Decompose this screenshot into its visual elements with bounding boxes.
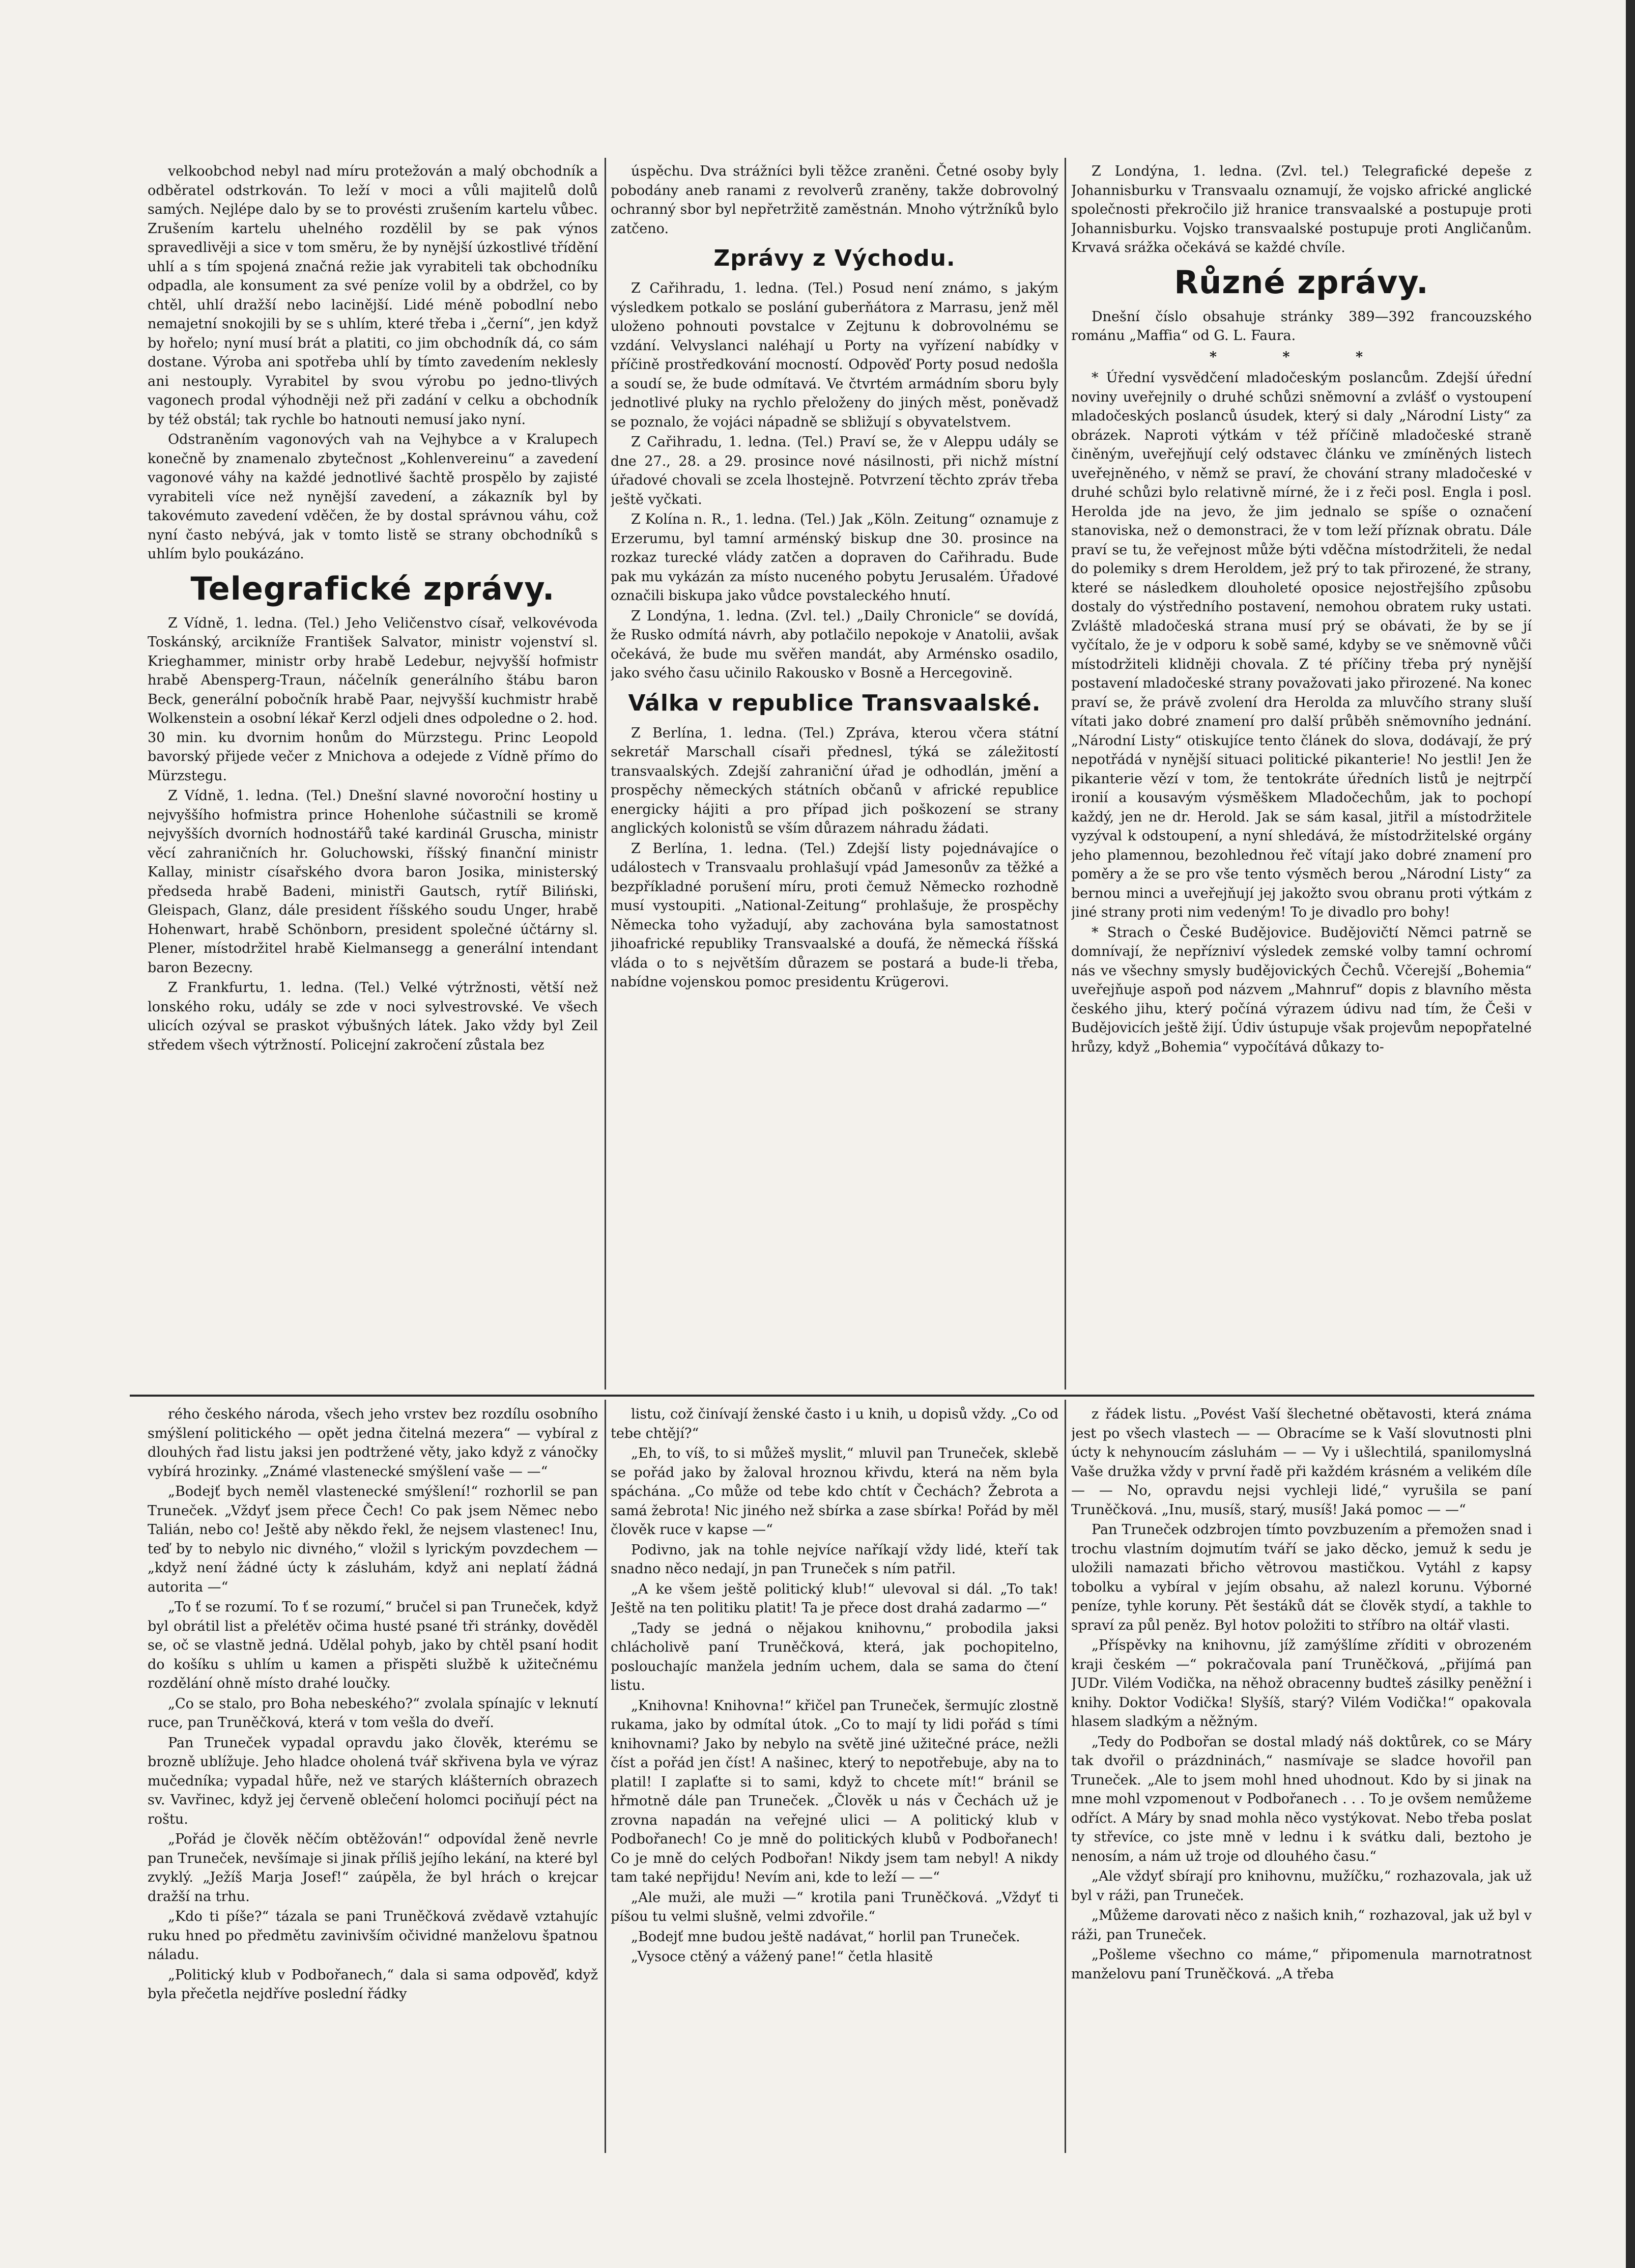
feuilleton-divider <box>130 1395 1534 1397</box>
story-paragraph: „Tedy do Podbořan se dostal mladý náš doktůrek, co se Máry tak dvořil o prázdninách,“ nasmívaje se sladce hovořil pan Truneček. „Ale to jsem mohl hned uhodnout. Kdo by si jinak na mne mohl vzpomenout v Podbořanech . . . To je ovšem nemůžeme odříct. A Máry by snad mohla něco vystýkovat. Nebo třeba poslat ty střevíce, co jste mně v lednu i k svátku dali, beztoho je nenosím, a nám už troje od dlouhého času.“ <box>1071 1734 1532 1864</box>
story-paragraph: „Ale muži, ale muži —“ krotila pani Truněčková. „Vždyť ti píšou tu velmi slušně, velmi zdvořile.“ <box>611 1889 1058 1924</box>
story-paragraph: „Ale vždyť sbírají pro knihovnu, mužíčku,“ rozhazovala, jak už byl v ráži, pan Truneček. <box>1071 1868 1532 1904</box>
east-item: Z Cařihradu, 1. ledna. (Tel.) Praví se, že v Aleppu udály se dne 27., 28. a 29. prosince nové násilnosti, při nichž místní úřadové chovali se zcela lhostejně. Potvrzení těchto zpráv třeba ještě vyčkati. <box>611 434 1058 507</box>
scan-edge <box>1626 0 1635 2268</box>
section-heading-transvaal: Válka v republice Transvaalské. <box>628 690 1041 716</box>
story-paragraph: Pan Truneček vypadal opravdu jako člověk, kterému se brozně ublížuje. Jeho hladce oholená tvář skřivena byla ve výraz mučedníka; vypadal hůře, než ve starých klášterních obrazech sv. Vavřinec, když jej červeně oblečení holomci pociňují péct na roštu. <box>148 1735 598 1827</box>
asterism: * * * <box>1209 349 1394 365</box>
east-item: Z Cařihradu, 1. ledna. (Tel.) Posud není známo, s jakým výsledkem potkalo se poslání guberňátora z Marrasu, jenž měl uloženo pohnouti povstalce v Zejtunu k dobrovolnému se vzdání. Velvyslanci naléhají u Porty na vyřízení nabídky v příčině prostředkování mocností. Odpověď Porty posud nedošla a soudí se, že bude odmítavá. Ve čtvrtém armádním sboru byly jednotlivé pluky na rychlo přeloženy do jiných měst, poněvadž se poznalo, že vojáci nápadně se sbližují s obyvatelstvem. <box>611 280 1058 430</box>
east-item: Z Londýna, 1. ledna. (Zvl. tel.) „Daily Chronicle“ se dovídá, že Rusko odmítá návrh, aby potlačilo nepokoje v Anatolii, avšak očekává, že bude mu svěřen mandát, aby Arménsko osadilo, jako svého času učinilo Rakousko v Bosně a Hercegovině. <box>611 608 1058 681</box>
story-paragraph: „Vysoce ctěný a vážený pane!“ četla hlasitě <box>631 1949 933 1965</box>
section-heading-east: Zprávy z Východu. <box>713 245 956 271</box>
story-paragraph: „Tady se jedná o nějakou knihovnu,“ probodila jaksi chlácholivě paní Truněčková, která, jak pochopitelno, poslouchajíc manžela jedním uchem, dala se sama do čtení listu. <box>611 1620 1058 1693</box>
story-paragraph: z řádek listu. „Povést Vaší šlechetné obětavosti, která známa jest po všech vlastech — — Obracíme se k Vaší slovutnosti plni úcty k nehynoucím zásluhám — — Vy i ušlechtilá, spanilomyslná Vaše družka vždy v první řadě při každém krásném a velikém díle — — No, opravdu nejsi vychleji lidé,“ vyrušila se paní Truněčková. „Inu, musíš, starý, musíš! Jaká pomoc — —“ <box>1071 1406 1532 1518</box>
bottom-column-3 <box>1071 1405 1532 2153</box>
column-divider <box>605 158 606 1390</box>
article-paragraph: úspěchu. Dva strážníci byli těžce zraněni. Četné osoby byly pobodány aneb ranami z revolverů zraněny, takže dobrovolný ochranný sbor byl nepřetržitě zaměstnán. Mnoho výtržníků bylo zatčeno. <box>611 163 1058 237</box>
article-paragraph: Z Londýna, 1. ledna. (Zvl. tel.) Telegrafické depeše z Johannisburku v Transvaalu oznamují, že vojsko africké anglické společnosti překročilo již hranice transvaalské a postupuje proti Johannisburku. Vojsko transvaalské postupuje proti Angličanům. Krvavá srážka očekává se každé chvíle. <box>1071 163 1532 256</box>
bottom-column-1 <box>148 1405 598 2153</box>
misc-item: * Strach o České Budějovice. Budějovičtí Němci patrně se domnívají, že nepřízniví výsledek zemské volby tamní ochromí nás ve všechny smysly budějovických Čechů. Včerejší „Bohemia“ uveřejňuje aspoň pod názvem „Mahnruf“ dopis z blavního města českého jihu, který počíná výrazem údivu nad tím, že Češi v Budějovicích ještě žijí. Údiv ústupuje však projevům nepopřatelné hrůzy, když „Bohemia“ vypočítává důkazy to- <box>1071 924 1532 1055</box>
story-paragraph: „Pořád je člověk něčím obtěžován!“ odpovídal ženě nevrle pan Truneček, nevšímaje si jinak příliš jejího lekání, na které byl zvyklý. „Ježíš Marja Josef!“ zaúpěla, že byl hrách o krejcar dražší na trhu. <box>148 1831 598 1905</box>
story-paragraph: „Politický klub v Podbořanech,“ dala si sama odpověď, když byla přečetla nejdříve poslední řádky <box>148 1967 598 2002</box>
story-paragraph: „Pošleme všechno co máme,“ připomenula marnotratnost manželovu paní Truněčková. „A třeba <box>1071 1947 1532 1982</box>
east-item: Z Kolína n. R., 1. ledna. (Tel.) Jak „Köln. Zeitung“ oznamuje z Erzerumu, byl tamní arménský biskup dne 30. prosince na rozkaz turecké vlády zatčen a dopraven do Cařihradu. Bude pak mu vykázán za místo nuceného pobytu Jerusalém. Úřadové označili biskupa jako vůdce povstaleckého hnutí. <box>611 512 1058 604</box>
article-paragraph: Odstraněním vagonových vah na Vejhybce a v Kralupech konečně by znamenalo zbytečnost „Kohlenvereinu“ a zavedení vagonové váhy na každé jednotlivé šachtě prospělo by zajisté vyrabiteli více než nynější zavedení, a zákazník byl by takovémuto zavedení vděčen, že by dostal správnou váhu, což nyní často nebývá, jak v tomto listě se strany obchodníků s uhlím bylo poukázáno. <box>148 432 598 562</box>
misc-item: * Úřední vysvědčení mladočeským poslancům. Zdejší úřední noviny uveřejnily o druhé schůzi sněmovní a zvlášť o vystoupení mladočeských poslanců úsudek, který si daly „Národní Listy“ za obrázek. Naproti výtkám v též příčině mladočeské straně činěným, uveřejňují celý odstavec článku ve zmíněných listech uveřejněného, v němž se praví, že chování strany mladočeské v druhé schůzi bylo relativně mírné, že i z řeči posl. Engla i posl. Herolda jde na jevo, že jim jednalo se spíše o označení stanoviska, než o demonstraci, že v tom leží příznak obratu. Dále praví se tu, že veřejnost může býti vděčna místodržiteli, že nedal do polemiky s drem Heroldem, jež prý to tak přirozené, že strany, které se následkem dlouholeté oposice nejostřejšího způsobu dostaly do výstředního postavení, nemohou obratem ruky ustati. Zvláště mladočeská strana musí prý se obávati, že by se jí vyčítalo, že je v odporu k sobě samé, kdyby se ve sněmovně vůči místodržiteli klidněji chovala. Z té příčiny třeba prý nynější postavení mladočeské strany považovati jako přirozené. Na konec praví se, že právě zvolení dra Herolda za mluvčího strany sluší vítati jako dobré znamení pro další průběh sněmovního jednání. „Národní Listy“ otiskujíce tento článek do slova, dodávají, že prý nepotřádá v nynější situaci politické pikanterie! No jestli! Jen že pikanterie vězí v tom, že tentokráte úředních listů je nejtrpčí ironií a kousavým výsměškem Mladočechům, jak to pochopí každý, jen ne dr. Herold. Jak se sám kasal, jitřil a místodržitele vyzýval k odstoupení, a nyní shledává, že místodržitelské orgány jeho plamennou, bezohlednou řeč vítají jako dobré znamení pro poměry a že se pro vše tento výsměch berou „Národní Listy“ za bernou minci a uveřejňují jej jakožto svou obranu proti výtkám z jiné strany proti nim vedeným! To je divadlo pro bohy! <box>1071 370 1532 920</box>
story-paragraph: „Knihovna! Knihovna!“ křičel pan Truneček, šermujíc zlostně rukama, jako by odmítal útok. „Co to mají ty lidi pořád s tími knihovnami? Jako by nebylo na světě jiné užitečné práce, nežli číst a pořád jen číst! A našinec, který to nepotřebuje, aby na to platil! I zaplaťte si to sami, když to chcete mít!“ bránil se hřmotně dále pan Truneček. „Člověk u nás v Čechách už je zrovna napadán na veřejné ulici — A politický klub v Podbořanech! Co je mně do politických klubů v Podbořanech! Co je mně do celých Podbořan! Nikdy jsem tam nebyl! A nikdy tam také nepřijdu! Nevím ani, kde to leží — —“ <box>611 1697 1058 1885</box>
section-heading-telegraphic: Telegrafické zprávy. <box>190 570 555 607</box>
misc-intro: Dnešní číslo obsahuje stránky 389—392 francouzského románu „Maffia“ od G. L. Faura. <box>1071 308 1532 344</box>
section-heading-misc: Různé zprávy. <box>1174 263 1429 301</box>
transvaal-item: Z Berlína, 1. ledna. (Tel.) Zpráva, kterou včera státní sekretář Marschall císaři přednesl, týká se záležitostí transvaalských. Zdejší zahraniční úřad je odhodlán, jmění a prospěchy německých státních občanů v africké republice energicky hájiti a pro případ jich poškození se strany anglických kolonistů se vším důrazem náhradu žádati. <box>611 725 1058 836</box>
story-paragraph: „Bodejť mne budou ještě nadávat,“ horlil pan Truneček. <box>631 1929 1020 1945</box>
column-divider <box>605 1400 606 2153</box>
top-column-2 <box>611 162 1058 1388</box>
story-paragraph: rého českého národa, všech jeho vrstev bez rozdílu osobního smýšlení politického — opět jedna čitelná mezera“ — vybíral z dlouhých řad listu jaksi jen podtržené věty, jako když z vánočky vybírá hrozinky. „Známé vlastenecké smýšlení vaše — —“ <box>148 1406 598 1480</box>
telegraph-item: Z Vídně, 1. ledna. (Tel.) Dnešní slavné novoroční hostiny u nejvyššího hofmistra prince Hohenlohe súčastnili se kromě nejvyšších dvorních hodnostářů také kardinál Gruscha, ministr věcí zahraničních hr. Goluchowski, říšský finanční ministr Kallay, ministr císařského dvora baron Josika, ministerský předseda hrabě Badeni, ministři Gautsch, rytíř Biliński, Gleispach, Glanz, dále president říšského soudu Unger, hrabě Hohenwart, hrabě Schönborn, president společné účtárny sl. Plener, místodržitel hrabě Kielmansegg a generální intendant baron Bezecny. <box>148 788 598 976</box>
story-paragraph: Pan Truneček odzbrojen tímto povzbuzením a přemožen snad i trochu vlastním dojmutím tváří se jako děcko, jemuž k sedu je uložili namazati břicho větrovou mastičkou. Vytáhl z kapsy tobolku a vybíral v jejím obsahu, až nalezl korunu. Výborné peníze, tyhle koruny. Pět šestáků dát se člověk stydí, a takhle to spraví za půl peněz. Byl hotov položiti to stříbro na oltář vlasti. <box>1071 1522 1532 1633</box>
story-paragraph: „Můžeme darovati něco z našich knih,“ rozhazoval, jak už byl v ráži, pan Truneček. <box>1071 1908 1532 1943</box>
story-paragraph: „Příspěvky na knihovnu, jíž zamýšlíme zříditi v obrozeném kraji českém —“ pokračovala paní Truněčková, „přijímá pan JUDr. Vilém Vodička, na něhož obracenny budteš zásilky peněžní i knihy. Doktor Vodička! Slyšíš, starý? Vilém Vodička!“ opakovala hlasem sladkým a něžným. <box>1071 1637 1532 1730</box>
top-column-1 <box>148 162 598 1388</box>
story-paragraph: listu, což činívají ženské často i u knih, u dopisů vždy. „Co od tebe chtějí?“ <box>611 1406 1058 1441</box>
story-paragraph: „Co se stalo, pro Boha nebeského?“ zvolala spínajíc v leknutí ruce, pan Truněčková, která v tom vešla do dveří. <box>148 1695 598 1731</box>
story-paragraph: „Eh, to víš, to si můžeš myslit,“ mluvil pan Truneček, sklebě se pořád jako by žaloval hroznou křivdu, která na něm byla spáchána. „Co může od tebe kdo chtít v Čechách? Žebrota a samá žebrota! Nic jiného než sbírka a zase sbírka! Pořád by měl člověk ruce v kapse —“ <box>611 1445 1058 1538</box>
story-paragraph: „A ke všem ještě politický klub!“ ulevoval si dál. „To tak! Ještě na ten politiku platit! Ta je přece dost drahá zadarmo —“ <box>611 1581 1058 1616</box>
telegraph-item: Z Frankfurtu, 1. ledna. (Tel.) Velké výtržnosti, větší než lonského roku, udály se zde v noci sylvestrovské. Ve všech ulicích ozýval se praskot výbušných látek. Jako vždy byl Zeil středem všech výtržností. Policejní zakročení zůstala bez <box>148 980 598 1053</box>
article-paragraph: velkoobchod nebyl nad míru protežován a malý obchodník a odběratel odstrkován. To leží v moci a vůli majitelů dolů samých. Nejlépe dalo by se to provésti zrušením kartelu vůbec. Zrušením kartelu uhelného rozdělil by se pak výnos spravedlivěji a sice v tom směru, že by nynější úzkostlivé třídění uhlí a s tím spojená značná režie jak vyrabiteli tak obchodníku odpadla, ale konsument za své peníze volil by a obdržel, co by chtěl, uhlí dražší nebo lacinější. Lidé méně pobodlní nebo nemajetní snokojili by se s uhlím, které třeba i „černí“, jen když by hořelo; nyní musí brát a platiti, co jim obchodník dá, co sám dostane. Výroba ani spotřeba uhlí by tímto zavedením neklesly ani nestouply. Vyrabitel by svou výrobu po jedno-tlivých vagonech prodal výhodněji než při zadání v celku a obchodník by též obstál; tak rychle bo hatnouti nemusí jako nyní. <box>148 163 598 428</box>
transvaal-item: Z Berlína, 1. ledna. (Tel.) Zdejší listy pojednávajíce o událostech v Transvaalu prohlašují vpád Jamesonův za těžké a bezpříkladné porušení míru, proti čemuž Německo rozhodně musí vystoupiti. „National-Zeitung“ prohlašuje, že prospěchy Německa toho vyžadují, aby zachována byla samostatnost jihoafrické republiky Transvaalské a doufá, že německá říšská vláda o to s největším důrazem se postará a bude-li třeba, nabídne vojenskou pomoc presidentu Krügerovi. <box>611 840 1058 990</box>
telegraph-item: Z Vídně, 1. ledna. (Tel.) Jeho Veličenstvo císař, velkovévoda Toskánský, arcikníže František Salvator, ministr vojenství sl. Krieghammer, ministr orby hrabě Ledebur, nejvyšší hofmistr hrabě Abensperg-Traun, náčelník generálního štábu baron Beck, generální pobočník hrabě Paar, nejvyšší kuchmistr hrabě Wolkenstein a osobní lékař Kerzl odjeli dnes odpoledne o 2. hod. 30 min. ku dvornim honům do Mürzstegu. Princ Leopold bavorský přijede večer z Mnichova a odejede z Vídně přímo do Mürzstegu. <box>148 615 598 784</box>
bottom-column-2 <box>611 1405 1058 2153</box>
column-divider <box>1065 158 1066 1390</box>
story-paragraph: „Bodejť bych neměl vlastenecké smýšlení!“ rozhorlil se pan Truneček. „Vždyť jsem přece Čech! Co pak jsem Němec nebo Talián, nebo co! Ještě aby někdo řekl, že nejsem vlastenec! Inu, teď by to nebylo nic divného,“ vložil s lyrickým povzdechem — „když není žádné úcty k zásluhám, když ani neplatí žádná autorita —“ <box>148 1484 598 1595</box>
column-divider <box>1065 1400 1066 2153</box>
story-paragraph: „Kdo ti píše?“ tázala se pani Truněčková zvědavě vztahujíc ruku hned po předmětu zavinivším očividné manželovu špatnou náladu. <box>148 1909 598 1963</box>
story-paragraph: Podivno, jak na tohle nejvíce naříkají vždy lidé, kteří tak snadno něco nedají, jn pan Truneček s ním patřil. <box>611 1542 1058 1577</box>
story-paragraph: „To ť se rozumí. To ť se rozumí,“ bručel si pan Truneček, když byl obrátil list a přelétěv očima husté psané tři stránky, dověděl se, oč se vlastně jedná. Udělal pohyb, jako by chtěl psaní hodit do košíku s uhlím u kamen a přispěti službě k užitečnému rozdělání ohně místo drahé loučky. <box>148 1599 598 1691</box>
top-column-3 <box>1071 162 1532 1388</box>
